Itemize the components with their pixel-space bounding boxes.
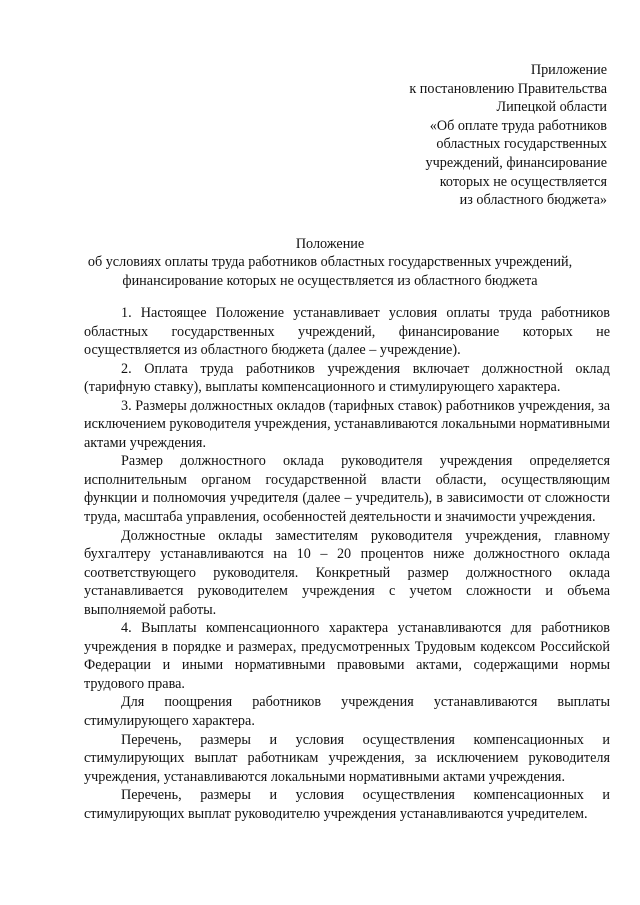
paragraph: Размер должностного оклада руководителя учреждения определяется исполнительным органом государственной власти области, осуществляющим функции и полномочия учредителя (далее – учредитель), в зависимости от сложности труда, масштаба управления, особенностей деятельности и значимости учреждения. <box>84 453 610 526</box>
paragraph: Должностные оклады заместителям руководителя учреждения, главному бухгалтеру устанавливаются на 10 – 20 процентов ниже должностного оклада соответствующего руководителя. Конкретный размер должностного оклада устанавливается руководителем учреждения с учетом сложности и объема выполняемой работы. <box>84 527 610 618</box>
appendix-line: из областного бюджета» <box>459 192 607 209</box>
document-body <box>84 304 610 823</box>
paragraph: 4. Выплаты компенсационного характера устанавливаются для работников учреждения в порядке и размерах, предусмотренных Трудовым кодексом Российской Федерации и иными нормативными правовыми актами, содержащими нормы трудового права. <box>84 620 610 692</box>
appendix-line: учреждений, финансирование <box>425 154 607 171</box>
appendix-line: Приложение <box>530 62 607 78</box>
appendix-line: к постановлению Правительства <box>409 80 607 97</box>
paragraph: Для поощрения работников учреждения устанавливаются выплаты стимулирующего характера. <box>84 694 610 730</box>
paragraph: 2. Оплата труда работников учреждения включает должностной оклад (тарифную ставку), выплаты компенсационного и стимулирующего характера. <box>84 360 610 396</box>
paragraph: Перечень, размеры и условия осуществления компенсационных и стимулирующих выплат работникам учреждения, за исключением руководителя учреждения, устанавливаются локальными нормативными актами учреждения. <box>84 731 610 785</box>
paragraph: 3. Размеры должностных окладов (тарифных ставок) работников учреждения, за исключением руководителя учреждения, устанавливаются локальными нормативными актами учреждения. <box>84 397 610 451</box>
document-title <box>60 235 600 290</box>
appendix-line: «Об оплате труда работников <box>429 117 607 134</box>
appendix-header <box>307 61 607 210</box>
appendix-line: которых не осуществляется <box>439 173 607 190</box>
paragraph: 1. Настоящее Положение устанавливает условия оплаты труда работников областных государственных учреждений, финансирование которых не осуществляется из областного бюджета (далее – учреждение). <box>84 305 610 359</box>
appendix-line: областных государственных <box>436 136 607 153</box>
appendix-line: Липецкой области <box>496 99 607 116</box>
title-line: финансирование которых не осуществляется из областного бюджета <box>122 272 538 289</box>
paragraph: Перечень, размеры и условия осуществления компенсационных и стимулирующих выплат руководителю учреждения устанавливаются учредителем. <box>84 787 610 822</box>
title-line: Положение <box>295 236 365 252</box>
title-line: об условиях оплаты труда работников областных государственных учреждений, <box>87 254 573 271</box>
